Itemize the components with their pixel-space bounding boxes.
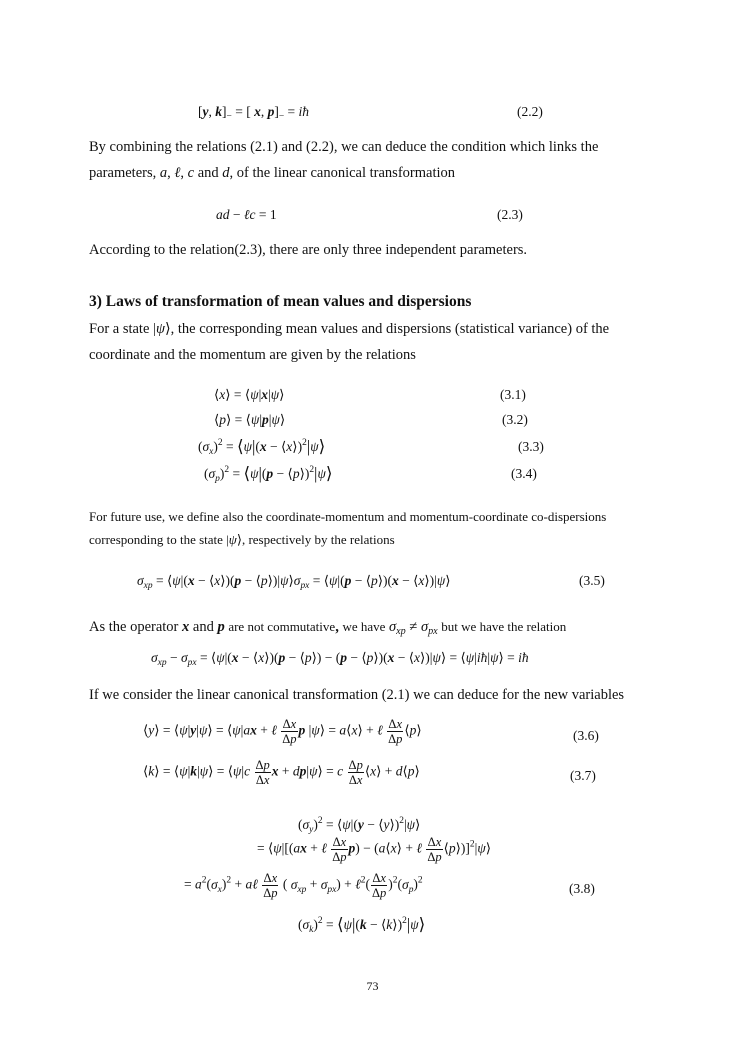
equation-3-8-line-2: = ⟨ψ|[(ax + ℓ $\frac{\Delta x}{\Delta p}$ p) − (a⟨x⟩ + ℓ $\frac{\Delta x}{\Delta p}$ ⟨p⟩)]$^2$|ψ⟩ (257, 835, 491, 864)
equation-sigma-k: $(\sigma_k)^2$ = ⟨ψ|(k − ⟨k⟩)$^2$|ψ⟩ (298, 915, 426, 935)
equation-3-1: ⟨x⟩ = ⟨ψ|x|ψ⟩ (214, 387, 285, 402)
equation-3-8-line-1: $(\sigma_y)^2$ = ⟨ψ|(y − ⟨y⟩)$^2$|ψ⟩ (298, 816, 421, 835)
equation-number-3-7: (3.7) (570, 768, 596, 783)
paragraph-future-line-2: corresponding to the state |ψ⟩, respectively by the relations (89, 532, 395, 547)
equation-2-3: ad − ℓc = 1 (216, 207, 277, 222)
equation-number-3-5: (3.5) (579, 573, 605, 588)
equation-3-5: $\sigma_{xp}$ = ⟨ψ|(x − ⟨x⟩)(p − $⟨p⟩)|\psi⟩\sigma_{px}$ = ⟨ψ|(p − ⟨p⟩)(x − ⟨x⟩)|ψ⟩ (137, 573, 451, 591)
paragraph-combining-line-2: parameters, a, ℓ, c and d, of the linear canonical transformation (89, 165, 455, 181)
text-and: and (197, 165, 219, 181)
equation-3-3: $(\sigma_x)^2$ = ⟨ψ|(x − ⟨x⟩)$^2$|ψ⟩ (198, 437, 326, 457)
text-of-linear-transformation: , of the linear canonical transformation (229, 165, 455, 181)
equation-number-3-1: (3.1) (500, 387, 526, 402)
equation-number-3-8: (3.8) (569, 881, 595, 896)
paragraph-state-line-1: For a state |ψ⟩, the corresponding mean values and dispersions (statistical variance) of the (89, 321, 610, 337)
paragraph-according: According to the relation(2.3), there are only three independent parameters. (89, 242, 528, 258)
paragraph-operator: As the operator x and p are not commutative, we have $\sigma_{xp} \ne \sigma_{px}$ but we have the relation (89, 619, 567, 637)
equation-number-3-6: (3.6) (573, 728, 599, 743)
paragraph-combining-line-1: By combining the relations (2.1) and (2.2), we can deduce the condition which links the (89, 139, 599, 155)
paragraph-state-line-2: coordinate and the momentum are given by the relations (89, 347, 416, 363)
equation-number-2-3: (2.3) (497, 207, 523, 222)
equation-number-3-2: (3.2) (502, 412, 528, 427)
equation-number-2-2: (2.2) (517, 104, 543, 119)
text-not-commutative: are not commutative (228, 619, 336, 634)
page-number: 73 (366, 979, 379, 993)
text-as-the-operator: As the operator (89, 619, 179, 635)
paragraph-consider: If we consider the linear canonical transformation (2.1) we can deduce for the new variables (89, 687, 625, 703)
equation-3-6: ⟨y⟩ = ⟨ψ|y|ψ⟩ = ⟨ψ|ax + ℓ $\frac{\Delta x}{\Delta p}$ p |ψ⟩ = a⟨x⟩ + ℓ $\frac{\Delta x}{\Delta p}$ ⟨p⟩ (143, 717, 422, 746)
section-heading: 3) Laws of transformation of mean values and dispersions (89, 293, 472, 310)
equation-3-2: ⟨p⟩ = ⟨ψ|p|ψ⟩ (214, 412, 286, 427)
equation-number-3-3: (3.3) (518, 439, 544, 454)
text-parameters: parameters, (89, 165, 157, 181)
text-we-have: we have (342, 619, 386, 634)
text-mean-values: , the corresponding mean values and dispersions (statistical variance) of the (170, 321, 610, 337)
text-corresponding: corresponding to the state (89, 532, 223, 547)
equation-commutator-relation: $\sigma_{xp} - \sigma_{px}$ = ⟨ψ|(x − ⟨x⟩)(p − ⟨p⟩) − (p − ⟨p⟩)(x − ⟨x⟩)|ψ⟩ = ⟨ψ|iħ|ψ⟩ = iħ (151, 650, 529, 668)
equation-3-7: ⟨k⟩ = ⟨ψ|k|ψ⟩ = ⟨ψ|c $\frac{\Delta p}{\Delta x}$ x + dp|ψ⟩ = c $\frac{\Delta p}{\Delta x}$ ⟨x⟩ + d⟨p⟩ (143, 758, 420, 787)
equation-3-8-line-3: = $a^2(\sigma_x)^2$ + aℓ $\frac{\Delta x}{\Delta p}$ ( $\sigma_{xp} + \sigma_{px}$) + ℓ$^2$( $\frac{\Delta x}{\Delta p}$ )$^2(\sigma_p)^2$ (184, 871, 423, 900)
equation-number-3-4: (3.4) (511, 466, 537, 481)
text-and-op: and (192, 619, 214, 635)
text-for-a-state: For a state (89, 321, 150, 337)
equation-3-4: $(\sigma_p)^2$ = ⟨ψ|(p − ⟨p⟩)$^2$|ψ⟩ (204, 464, 333, 484)
text-respectively: , respectively by the relations (241, 532, 395, 547)
paragraph-future-line-1: For future use, we define also the coordinate-momentum and momentum-coordinate co-dispersions (89, 509, 607, 524)
text-but-relation: but we have the relation (441, 619, 567, 634)
equation-2-2: [y, $k]_-$ = [ x, $p]_-$ = iħ (198, 104, 310, 122)
